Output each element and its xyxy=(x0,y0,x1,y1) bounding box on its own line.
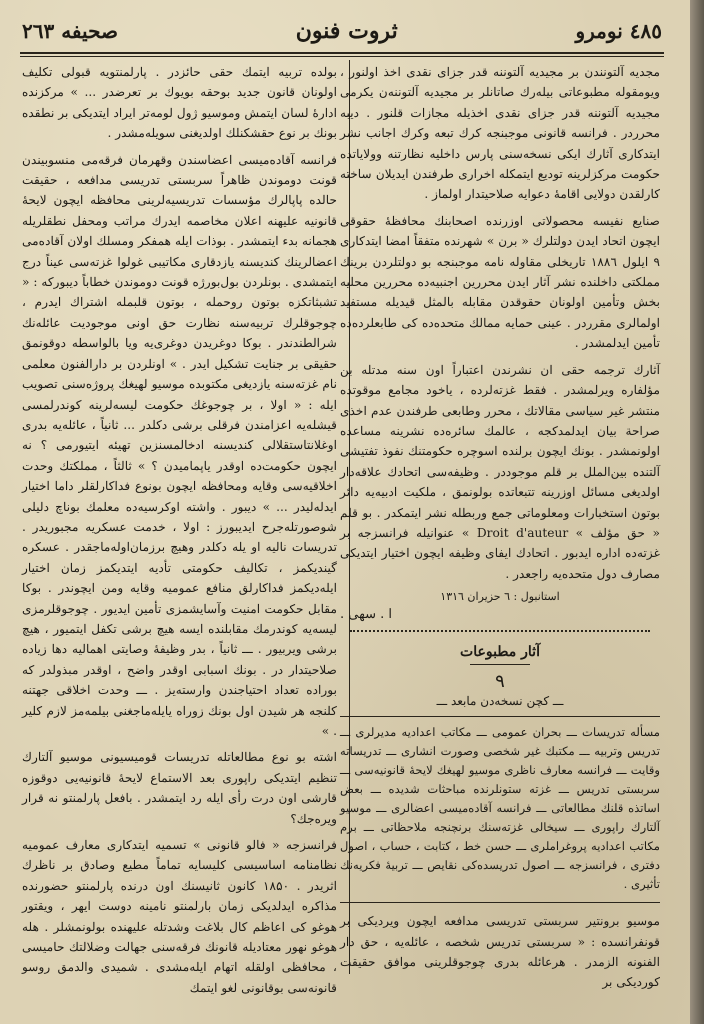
title-underline xyxy=(470,664,530,665)
body-paragraph: اشته بو نوع مطالعاتله تدریسات قومیسیونی موسیو آلتارك تنظیم ایتدیکی راپوری بعد الاستماع لایحهٔ قانونیه‌یی دوقوزه قارشی اون درت رأی ایله رد ایتمشدر . بافعل پارلمنتو نه قرار ویره‌جك؟ xyxy=(22,750,337,826)
body-paragraph: صنایع نفیسه محصولاتی اوزرنده اصحابنك محافظهٔ حقوقی ایچون اتحاد ایدن دولتلرك « برن » شهرنده متفقاً امضا ایتدکاری ۹ ایلول ۱۸۸٦ تاریخلی مقاوله نامه موجبنجه بو دولتلردن برینك مملکتی داخلنده نشر آثار ایدن محررین اجنبیه‌ده محررین محلیه بخش وتأمین اولونان حقوقدن مقابله بالمثل قیدیله مستفید اولمالری مقرردر . عینی حمایه ممالك متحده‌ده‌ کی طابعلرده‌ده تأمین ایدلمشدر . xyxy=(340,213,660,351)
publication-title: ثروت فنون xyxy=(295,18,398,44)
page-header xyxy=(22,14,662,48)
header-rule-thin xyxy=(20,56,664,57)
body-paragraph: موسیو برونتیر سربستی تدریسی مدافعه ایچون ویردیکی بر قونفرانسده : « سربستی تدریس شخصه ، عائله‌یه ، حق دار الفنونه الزمدر . هرعائله بدری چوجوقلرینی موافق حقیقت کوردیکی بر xyxy=(340,914,660,990)
body-paragraph: فرانسزجه « فالو قانونی » تسمیه ایتدکاری معارف عمومیه نظامنامه اساسیسی کلیسایه تماماً مطیع وصادق بر ناظرك اثریدر . ۱۸۵۰ کانون ثانیسنك اون درنده پارلمنتو حضورنده مذاکره ایدلدیکی زمان بارلمنتو نامینه دوست ایهر ، ویقتور هوغو کی اعاظم کال بلاغت وشدتله علیهنده بولونمشلر . هله هوغو نهور معتادیله قانونك فرقه‌سنی جهالت وضلالتك حامیسی ، محافظی اولقله اتهام ایله‌مشدی . شمیدی والدمق روسو قانونه‌سی بوقانونی لغو ایتمك xyxy=(22,838,337,995)
body-paragraph: مجدیه آلتونندن بر مجیدیه آلتوننه قدر جزای نقدی اخذ اولنور ، ویومقوله مطبوعاتی بیلەرك صاتانلر بر مجیدیه آلتوننەن یکرمی مجیدیه آلتوننه قدر جزای نقدی اخذیله مجازات قلنور . دیبه محرردر . فرانسه قانونی موجبنجه کرك تبعه وکرك اجانب نشر ایتدکاری آثارك ایکی نسخه‌سنی پارس داخلیه نظارتنه وولایاتده حکومت مرکزلرینه تودیع ایتمکله اخراری طرفندن ایدیلان ساخته کارلقدن دولایی اقامهٔ دعوایه صلاحیتدار اولماز . xyxy=(340,65,660,202)
header-rule xyxy=(20,52,664,54)
date-line: استانبول : ٦ حزیران ۱۳۱٦ xyxy=(440,590,560,604)
section-number: ۹ xyxy=(495,671,505,693)
issue-number: ٤٨٥ نومرو xyxy=(575,19,662,43)
contents-paragraph: مسأله تدریسات ـــ بحران عمومی ـــ مکاتب اعدادیه مدیرلری ـــ تدریس وتربیه ـــ مکتبك غیر شخصی وصورت انشاری ـــ تدریساته وقایت ـــ فرانسه معارف ناظری موسیو لهیغك لایحهٔ قانونیه‌سی ـــ سربستی تدریس ـــ غزته ستونلرنده مباحثات شدیده ـــ بعض اساتذه قلنك مطالعاتی ـــ فرانسه آقادەمیسی اعضالری ـــ موسیو آلتارك راپوری ـــ سیخالی غزته‌سنك برنچنجه ملاحظاتی ـــ برم مکاتب اعدادیه پروغراملری ـــ حسن خط ، کتابت ، حساب ، اصول دفتری ، فرانسزجه ـــ اصول تدریسده‌کی نقایص ـــ تربیهٔ فکریه‌نك تأثیری . xyxy=(340,725,660,892)
page-number: صحیفه ۲٦۳ xyxy=(22,19,118,43)
section-title: آثار مطبوعات xyxy=(460,644,540,661)
contents-summary xyxy=(340,716,660,903)
body-paragraph: آثارك ترجمه حقی ان نشرندن اعتباراً اون سنه مدتله بن مؤلفاره ویرلمشدر . فقط غزته‌لرده ، یاخود مجامع موقوتده منتشر غیر سیاسی مقالاتك ، محرر وطابعی طرفندن عدم اخذی صراحة بیان ایدلمدکجه ، عالمك سائرەده نشرینه مساعده اولونمشدر . بونك ایچون برلنده اسوچره حکومتنك نفوذ تفتیشی آلتنده بین‌الملل بر قلم موجوددر . وظیفه‌سی اتحادك علاقه‌دار اولدیغی مسائل اوزرینه تتبعاتده بولونمق ، ملکیت ادبیه‌یه دائر بوتون استخبارات ومعلوماتی جمع وربطله نشر ایتمکدر . بو قلم « حق مؤلف » Droit d'auteur » عنوانیله فرانسزجه بر غزته‌ده اداره ایدبور . اتحادك ایفای وظیفه ایچون اختیار ایتدیکی مصارف دول متحده‌یه راجعدر . xyxy=(340,362,660,581)
section-separator xyxy=(350,630,650,632)
right-column xyxy=(340,62,660,990)
author-signature: ا . سهی . xyxy=(340,607,392,623)
left-column xyxy=(22,62,337,995)
body-paragraph: فرانسه آقادەمیسی اعضاسندن وقهرمان فرقه‌می منسوبیندن قونت دوموندن ظاهراً سربستی تدریسی مدافعه ، حقیقت حالده پاپالرك مؤسسات تدریسیه‌لرینی محافظه ایچون لایحهٔ قانونیه علیهنه اعلان مخاصمه ایدرك مراتب ومحفل نطقلریله هجمانه بدء ایتمشدر . بوذات ایله همفکر ومسلك اولان آقادەمی اعضالرینك کندیسنه یازدقاری مکاتیبی غولوا غزته‌سی عیناً درج ایتمشدی . بونلردن بول‌بورژه قونت دوموندن خطاباً دیبورکه : « تشبثاتکزه بوتون روحمله ، بوتون قلبمله اشتراك ایدرم ، چوجوقلرك تربیه‌سنه نظارت حق اونی موجودیت عائلەنك شرالطندندر . بوکا دوغریدن دوغری‌یه ویا بالواسطه دوقونمق حقیقی بر جنایت تشکیل ایدر . » اونلردن بر دارالفنون معلمی نام غزته‌سنه یازدیغی مکتوبده موسیو لهیغك پروژه‌سنی تصویب ایله : « اولا ، بر چوجوغك حکومت لیسەلرینه کوندرلمسی قیشلەیه اعزامندن فرقلی برشی دکلدر ... ثانیاً ، عائلەیه بدری اوغلانتاستقلالی کندیسنه ادخالمسنزین تهیئه ایتیورمی ؟ نه ایچون حکومت‌ده اوقدر یاپمامیدن ؟ » ثالثاً ، مملکتك وحدت اخلاقیه‌سی وقایه ومحافظه ایچون بونوع فداکارلقلر داما اختیار ایدله‌لیدر ... » دیبور . واشته اوکرسیه‌ده معلمك بوناچ دلیلی شوصورتله‌جرح ایدیبورز : اولا ، خدمت عسکریه مجبوریدر . تدریسات نالیه او یله دکلدر وهیچ برزمان‌اوله‌ماجقدر . عسکره گیندیکمز ، تکالیف حکومتی تأدیه ایتدیکمز زمان اختیار ایله‌دیکمز فداکارلق منافع عمومیه وقایه ومن ایچوندر . بوکا مقابل حکومت امنیت وآسایشمزی تأمین ایدیور . چوجوقلرمزی لیسه‌یه کوندرمك مقابلنده ایسه هیچ برشی تکفل ایتمیور ، هیچ برشی ویربیور . ـــ ثانیاً ، بدر وظیفهٔ وصایتی اهمالیه دها زیاده صلاحیتدار در . بونك اسبابی اوقدر واضح ، اوقدر مبذولدر که بوراده تعداد احتیاجندن وارسته‌یز . ـــ وحدت اخلاقی جهتنه کلنجه هر شیدن اول بونك زوراه یایلەماجغنی بیلمه‌مز لازم کلیر . » xyxy=(22,152,337,738)
page-edge xyxy=(690,0,704,1024)
body-paragraph: بولده تربیه ایتمك حقی حائزدر . پارلمنتویه قبولی تکلیف اولونان قانون جدید بوحقه بویوك بر تعرضدر ... » مرکزنده ادارهٔ لسان ایتمش وموسیو ژول لومه‌تر ایراد ایتدیکی بر نطقده بونك بر نوع حقشکنلك اولدیغنی سویلەمشدر . xyxy=(22,65,337,141)
section-subtitle: ـــ کچن نسخه‌دن مابعد ـــ xyxy=(436,694,564,709)
